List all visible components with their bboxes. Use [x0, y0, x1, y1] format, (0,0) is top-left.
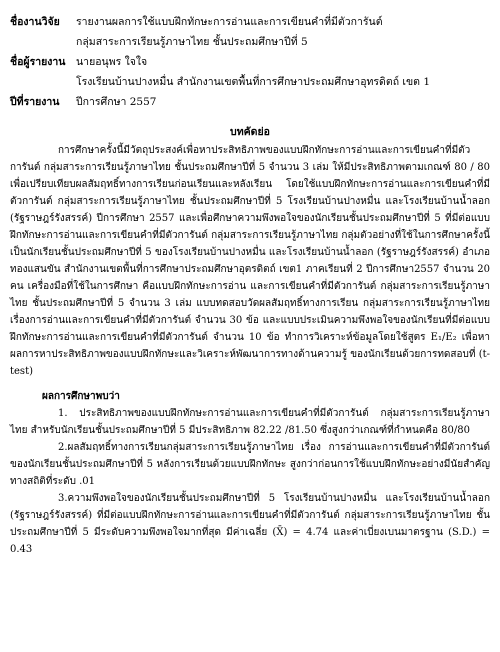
- abstract-paragraph: การศึกษาครั้งนี้มีวัตถุประสงค์เพื่อหาประสิทธิภาพของแบบฝึกทักษะการอ่านและการเขียนคำที่มีตัวการันต์ กลุ่มสาระการเรียนรู้ภาษาไทย ชั้นประถมศึกษาปีที่ 5 จำนวน 3 เล่ม ให้มีประสิทธิภาพตามเกณฑ์ 80 / 80 เพื่อเปรียบเทียบผลสัมฤทธิ์ทางการเรียนก่อนเรียนและหลังเรียน โดยใช้แบบฝึกทักษะการอ่านและการเขียนคำที่มีตัวการันต์ กลุ่มสาระการเรียนรู้ภาษาไทย ชั้นประถมศึกษาปีที่ 5 โรงเรียนบ้านปางหมื่น และโรงเรียนบ้านน้ำลอก (รัฐราษฎร์รังสรรค์) ปีการศึกษา 2557 และเพื่อศึกษาความพึงพอใจของนักเรียนชั้นประถมศึกษาปีที่ 5 ที่มีต่อแบบฝึกทักษะการอ่านและการเขียนคำที่มีตัวการันต์ กลุ่มสาระการเรียนรู้ภาษาไทย กลุ่มตัวอย่างที่ใช้ในการศึกษาครั้งนี้เป็นนักเรียนชั้นประถมศึกษาปีที่ 5 ของโรงเรียนบ้านปางหมื่น และโรงเรียนบ้านน้ำลอก (รัฐราษฎร์รังสรรค์) อำเภอทองแสนขัน สำนักงานเขตพื้นที่การศึกษาประถมศึกษาอุตรดิตถ์ เขต1 ภาคเรียนที่ 2 ปีการศึกษา2557 จำนวน 20 คน เครื่องมือที่ใช้ในการศึกษา คือแบบฝึกทักษะการอ่าน และการเขียนคำที่มีตัวการันต์ กลุ่มสาระการเรียนรู้ภาษาไทย ชั้นประถมศึกษาปีที่ 5 จำนวน 3 เล่ม แบบทดสอบวัดผลสัมฤทธิ์ทางการเรียน กลุ่มสาระการเรียนรู้ภาษาไทย เรื่องการอ่านและการเขียนคำที่มีตัวการันต์ จำนวน 30 ข้อ และแบบประเมินความพึงพอใจของนักเรียนที่มีต่อแบบฝึกทักษะการอ่านและการเขียนคำที่มีตัวการันต์ จำนวน 10 ข้อ ทำการวิเคราะห์ข้อมูลโดยใช้สูตร E₁/E₂ เพื่อหาผลการหาประสิทธิภาพของแบบฝึกทักษะและวิเคราะห์พัฒนาการทางด้านความรู้ ของนักเรียนด้วยการทดสอบที่ (t-test): [10, 145, 490, 377]
- author-organization: โรงเรียนบ้านปางหมื่น สำนักงานเขตพื้นที่การศึกษาประถมศึกษาอุทรดิตถ์ เขต 1: [76, 76, 430, 88]
- abstract-body: [10, 142, 490, 558]
- report-year: ปีการศึกษา 2557: [76, 96, 157, 108]
- author-row: [10, 52, 490, 72]
- year-row: [10, 92, 490, 112]
- abstract-heading: บทคัดย่อ: [230, 126, 270, 138]
- results-heading: ผลการศึกษาพบว่า: [42, 391, 120, 402]
- author-label: ชื่อผู้รายงาน: [10, 56, 66, 68]
- year-label: ปีที่รายงาน: [10, 96, 60, 108]
- report-title-line1: รายงานผลการใช้แบบฝึกทักษะการอ่านและการเขียนคำที่มีตัวการันต์: [76, 16, 383, 28]
- report-meta: [10, 12, 490, 112]
- author-name: นายอนุพร ใจใจ: [76, 56, 148, 68]
- title-row: [10, 12, 490, 32]
- result-item-1: 1. ประสิทธิภาพของแบบฝึกทักษะการอ่านและการเขียนคำที่มีตัวการันต์ กลุ่มสาระการเรียนรู้ภาษาไทย สำหรับนักเรียนชั้นประถมศึกษาปีที่ 5 มีประสิทธิภาพ 82.22 /81.50 ซึ่งสูงกว่าเกณฑ์ที่กำหนดคือ 80/80: [10, 408, 490, 436]
- result-item-3: 3.ความพึงพอใจของนักเรียนชั้นประถมศึกษาปีที่ 5 โรงเรียนบ้านปางหมื่น และโรงเรียนบ้านน้ำลอก (รัฐราษฎร์รังสรรค์) ที่มีต่อแบบฝึกทักษะการอ่านและการเขียนคำที่มีตัวการันต์ กลุ่มสาระการเรียนรู้ภาษาไทย ชั้นประถมศึกษาปีที่ 5 มีระดับความพึงพอใจมากที่สุด มีค่าเฉลี่ย (X̄) = 4.74 และค่าเบี่ยงเบนมาตรฐาน (S.D.) = 0.43: [10, 493, 490, 555]
- report-title-line2: กลุ่มสาระการเรียนรู้ภาษาไทย ชั้นประถมศึกษาปีที่ 5: [76, 36, 308, 48]
- title-label: ชื่องานวิจัย: [10, 16, 60, 28]
- result-item-2: 2.ผลสัมฤทธิ์ทางการเรียนกลุ่มสาระการเรียนรู้ภาษาไทย เรื่อง การอ่านและการเขียนคำที่มีตัวการันต์ ของนักเรียนชั้นประถมศึกษาปีที่ 5 หลังการเรียนด้วยแบบฝึกทักษะ สูงกว่าก่อนการใช้แบบฝึกทักษะอย่างมีนัยสำคัญทางสถิติที่ระดับ .01: [10, 442, 490, 487]
